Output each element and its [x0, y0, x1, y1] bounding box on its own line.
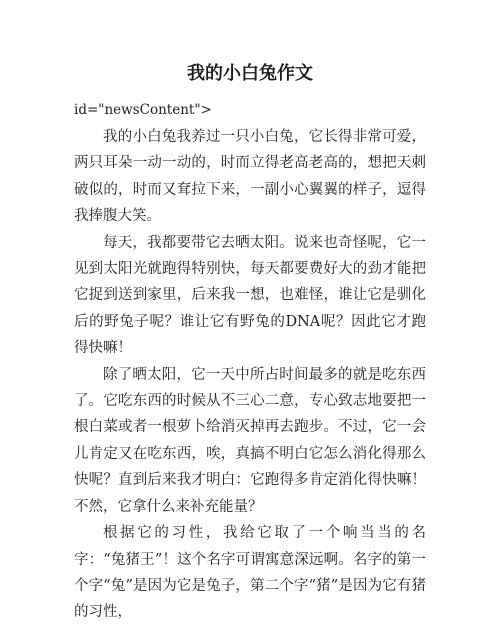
article-body: [74, 124, 426, 626]
paragraph-1: 我的小白兔我养过一只小白兔，它长得非常可爱，两只耳朵一动一动的，时而立得老高老高的，想把天刺破似的，时而又耷拉下来，一副小心翼翼的样子，逗得我捧腹大笑。: [74, 129, 426, 225]
document-title: 我的小白兔作文: [187, 63, 313, 84]
paragraph-2: 每天，我都要带它去晒太阳。说来也奇怪呢，它一见到太阳光就跑得特别快，每天都要费好大的劲才能把它捉到送到家里，后来我一想，也难怪，谁让它是驯化后的野兔子呢？谁让它有野兔的DNA呢？因此它才跑得快嘛！: [74, 234, 426, 357]
paragraph-4: 根据它的习性，我给它取了一个响当当的名字：“兔猪王”！这个名字可谓寓意深远啊。名字的第一个字“兔”是因为它是兔子，第二个字“猪”是因为它有猪的习性，: [74, 525, 426, 621]
html-artifact-text: id="newsContent">: [74, 102, 212, 118]
paragraph-3: 除了晒太阳，它一天中所占时间最多的就是吃东西了。它吃东西的时候从不三心二意，专心致志地要把一根白菜或者一根萝卜给消灭掉再去跑步。不过，它一会儿肯定又在吃东西，唉，真搞不明白它怎么消化得那么快呢？直到后来我才明白：它跑得多肯定消化得快嘛！不然，它拿什么来补充能量？: [74, 366, 426, 515]
